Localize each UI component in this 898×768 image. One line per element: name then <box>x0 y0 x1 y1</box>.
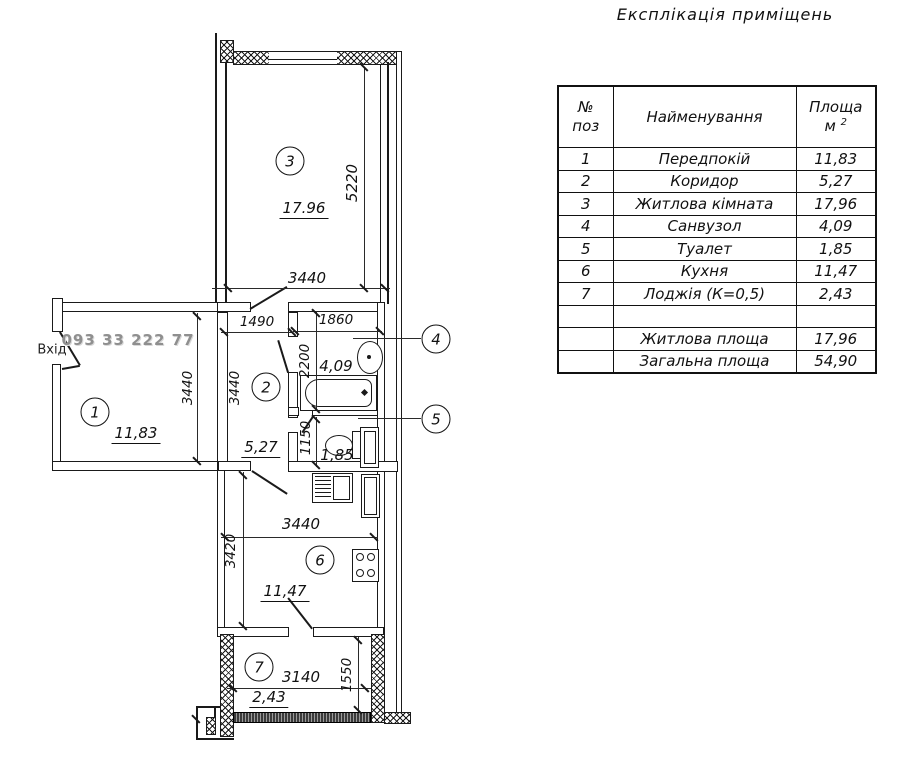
dim-line-1150 <box>316 417 317 467</box>
wall-bath-wc-left <box>288 407 299 416</box>
cell-num: 1 <box>558 148 613 171</box>
area-label-room4: 4,09 <box>319 357 353 375</box>
cell-name: Житлова кімната <box>613 193 796 216</box>
dim-line-2200 <box>316 311 317 411</box>
cell-summary-area: 17,96 <box>796 328 876 351</box>
room-circle-6 <box>306 546 335 575</box>
area-label-room6: 11,47 <box>261 582 310 602</box>
leader-line-5 <box>358 418 421 419</box>
wall-hall-top <box>60 302 218 312</box>
area-unit: м <box>824 117 836 135</box>
cell-num: 5 <box>558 238 613 261</box>
dim-line-3440-kitchen <box>221 537 378 538</box>
dim-label-2200: 2200 <box>297 343 313 379</box>
dim-label-1860: 1860 <box>318 312 354 328</box>
door-leaf-entrance-2 <box>62 365 80 370</box>
room-number: 7 <box>254 658 264 676</box>
dim-line-1860 <box>293 331 382 332</box>
dim-label-3440-hall-left: 3440 <box>180 370 196 406</box>
kitchen-sink <box>333 476 350 500</box>
area-label-room3: 17.96 <box>280 199 329 219</box>
room-circle-1 <box>81 398 110 427</box>
cell-area: 4,09 <box>796 215 876 238</box>
wall-room3-bottom-left <box>215 302 251 312</box>
header-pos <box>558 86 613 148</box>
cell-num: 4 <box>558 215 613 238</box>
door-leaf-room3 <box>250 286 288 310</box>
table-row <box>558 260 876 283</box>
wall-room3-left-inner <box>225 62 227 304</box>
area-label-room5: 1,85 <box>320 446 354 464</box>
table-row <box>558 170 876 193</box>
cell-name: Санвузол <box>613 215 796 238</box>
cell-area: 11,83 <box>796 148 876 171</box>
wall-entrance-pillar <box>52 298 63 332</box>
table-summary-row <box>558 350 876 373</box>
cell-name: Лоджія (К=0,5) <box>613 283 796 306</box>
step-line-top <box>196 706 221 708</box>
explication-table <box>557 85 877 374</box>
room-number: 2 <box>261 378 271 396</box>
cell-area: 17,96 <box>796 193 876 216</box>
dim-line-3420 <box>243 472 244 628</box>
stove-burner-4 <box>367 569 375 577</box>
wall-room3-right-inner <box>387 62 389 304</box>
wall-hatch-top-left-block <box>220 40 234 63</box>
table-header-row <box>558 86 876 148</box>
table-row <box>558 193 876 216</box>
table-row <box>558 215 876 238</box>
door-leaf-balcony <box>287 598 312 630</box>
wall-loggia-bottom <box>233 712 371 723</box>
room-circle-7 <box>245 653 274 682</box>
door-leaf-kitchen <box>252 470 288 494</box>
room-circle-4 <box>422 325 451 354</box>
area-label-room1: 11,83 <box>112 424 161 444</box>
table-row <box>558 148 876 171</box>
dim-label-3140: 3140 <box>281 668 321 686</box>
wall-hatch-top-left <box>233 51 270 65</box>
cell-summary-area: 54,90 <box>796 350 876 373</box>
window-room3-glazing-line <box>269 59 337 60</box>
header-area <box>796 86 876 148</box>
page-title: Експлікація приміщень <box>616 5 834 24</box>
cell-num: 2 <box>558 170 613 193</box>
wall-building-right <box>396 51 402 714</box>
room-number: 3 <box>285 152 295 170</box>
cell-empty <box>796 305 876 328</box>
wall-loggia-right-hatch <box>371 634 385 723</box>
extension-line-right <box>380 65 381 304</box>
step-line-vertical <box>196 706 198 740</box>
sink-tap <box>367 355 371 359</box>
wall-room3-left-outer <box>215 33 217 304</box>
entrance-label: Вхід <box>37 342 67 358</box>
table-empty-row <box>558 305 876 328</box>
table-row <box>558 283 876 306</box>
dim-label-1490: 1490 <box>239 314 275 330</box>
cell-empty <box>558 350 613 373</box>
door-leaf-bath <box>277 340 289 373</box>
dim-label-1550: 1550 <box>339 657 355 693</box>
cell-empty <box>558 328 613 351</box>
header-area-line2 <box>797 117 876 136</box>
header-pos-line1: № <box>577 98 594 117</box>
area-label-room2: 5,27 <box>241 438 280 458</box>
wall-hatch-top-right <box>336 51 400 65</box>
dim-label-5220: 5220 <box>343 163 361 203</box>
cell-area: 11,47 <box>796 260 876 283</box>
phone-number: 093 33 222 77 <box>61 331 195 349</box>
kitchen-counter-stripes <box>315 476 331 500</box>
room-number: 6 <box>315 551 325 569</box>
step-hatch-block <box>206 717 216 735</box>
cell-area: 5,27 <box>796 170 876 193</box>
wall-bath-top <box>288 302 383 312</box>
dim-line-1550 <box>358 637 359 712</box>
stove-burner-2 <box>367 553 375 561</box>
dim-label-3440-kitchen: 3440 <box>281 515 321 533</box>
room-number: 4 <box>431 330 441 348</box>
room-circle-5 <box>422 405 451 434</box>
room-circle-3 <box>276 147 305 176</box>
cell-area: 2,43 <box>796 283 876 306</box>
dim-line-3440-hall <box>197 313 198 463</box>
wall-hall-bottom <box>52 461 218 471</box>
cell-num: 7 <box>558 283 613 306</box>
area-sup: 2 <box>840 117 847 128</box>
dim-label-3440-hall-right: 3440 <box>227 370 243 406</box>
step-line-bottom <box>196 738 234 740</box>
cell-name: Коридор <box>613 170 796 193</box>
cell-name: Туалет <box>613 238 796 261</box>
cell-summary-name: Житлова площа <box>613 328 796 351</box>
kitchen-cabinet-inner <box>364 477 377 515</box>
wall-loggia-corner-hatch <box>384 712 411 724</box>
leader-line-4 <box>353 338 421 339</box>
wall-corridor-wc <box>288 432 298 462</box>
cell-area: 1,85 <box>796 238 876 261</box>
cell-empty <box>613 305 796 328</box>
dim-label-3440-room3: 3440 <box>287 269 327 287</box>
dim-label-1150: 1150 <box>298 420 314 456</box>
cell-num: 6 <box>558 260 613 283</box>
window-room3 <box>269 51 337 65</box>
cell-empty <box>558 305 613 328</box>
room-number: 1 <box>90 403 100 421</box>
cell-name: Передпокій <box>613 148 796 171</box>
area-label-room7: 2,43 <box>249 688 288 708</box>
dim-line-5220 <box>364 67 365 288</box>
wall-hall-left <box>52 364 61 470</box>
cell-num: 3 <box>558 193 613 216</box>
table-row <box>558 238 876 261</box>
stove-burner-1 <box>356 553 364 561</box>
table-summary-row <box>558 328 876 351</box>
room-circle-2 <box>252 373 281 402</box>
stove-burner-3 <box>356 569 364 577</box>
dim-label-3420: 3420 <box>223 533 239 569</box>
header-area-line1: Площа <box>809 98 863 117</box>
wc-cabinet-inner <box>364 431 376 464</box>
header-pos-line2: поз <box>572 117 600 135</box>
cell-summary-name: Загальна площа <box>613 350 796 373</box>
header-name: Найменування <box>613 86 796 148</box>
dim-line-1490 <box>221 332 293 333</box>
room-number: 5 <box>431 410 441 428</box>
cell-name: Кухня <box>613 260 796 283</box>
